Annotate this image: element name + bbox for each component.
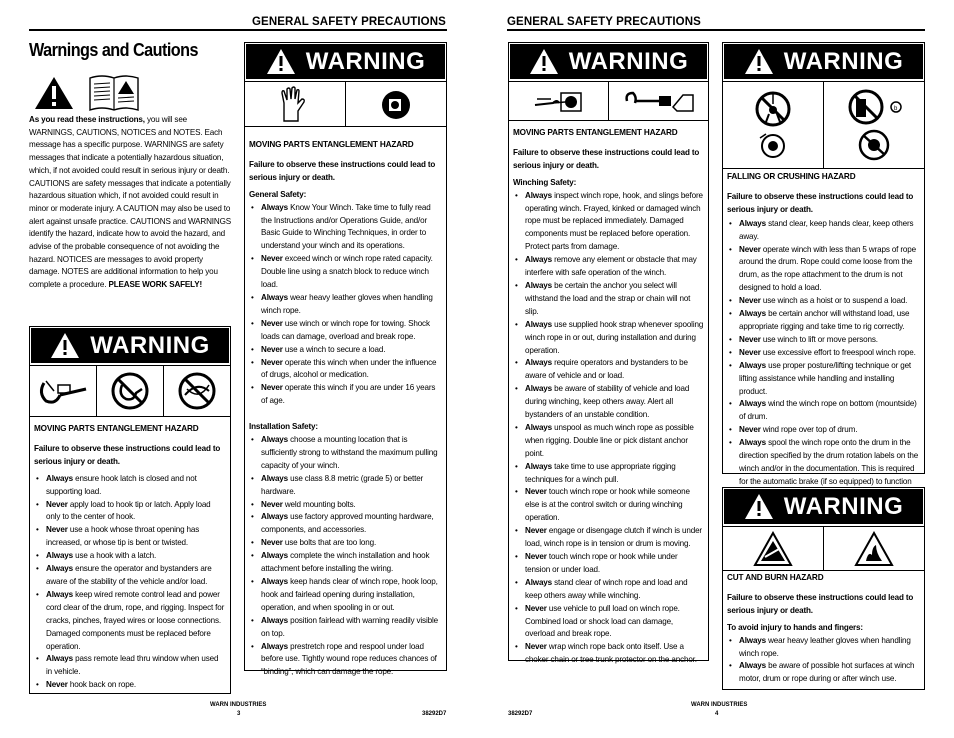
- page-header: GENERAL SAFETY PRECAUTIONS: [507, 16, 701, 28]
- rule-text: engage or disengage clutch if winch is under load, winch rope is in tension or drum is moving.: [525, 526, 702, 549]
- rule-item: [249, 641, 442, 680]
- rule-text: weld mounting bolts.: [282, 499, 356, 509]
- footer-part-number: 38292D7: [508, 711, 533, 717]
- rule-keyword: Always: [46, 473, 73, 483]
- hazard-title: CUT AND BURN HAZARD: [727, 573, 824, 582]
- rule-item: [249, 382, 442, 408]
- intro-body: you will see WARNINGS, CAUTIONS, NOTICES and NOTES. Each message has a specific purpose. WARNINGS are safety messages that indicate a potentially hazardous situation, which, if not avoided could result in serious injury or death. CAUTIONS are safety messages that indicate a potentially hazardous situation which, if not avoided could result in minor or moderate injury. A CAUTION may also be used to alert against unsafe practice. CAUTIONS and WARNINGS identify the hazard, indicate how to avoid the hazard, and advise of the probable consequence of not avoiding the hazard. NOTICES are messages to avoid property damage. NOTES are additional information to help you complete a procedure.: [29, 115, 231, 290]
- rule-text: use bolts that are too long.: [282, 538, 377, 548]
- intro-lead: As you read these instructions,: [29, 115, 145, 124]
- rule-keyword: Never: [46, 525, 68, 535]
- rule-item: [513, 422, 704, 461]
- rule-text: take time to use appropriate rigging techniques for a winch pull.: [525, 461, 676, 484]
- rule-item: [249, 344, 442, 357]
- warning-box-hook: [29, 326, 231, 694]
- rule-item: [513, 357, 704, 383]
- rule-text: choose a mounting location that is sufficiently strong to withstand the maximum pulling capacity of your winch.: [261, 435, 438, 470]
- consequence-text: Failure to observe these instructions could lead to serious injury or death.: [513, 147, 700, 170]
- rule-item: [34, 473, 226, 499]
- rule-item: [34, 589, 226, 654]
- warning-banner: [723, 488, 924, 525]
- hook-latch-icon: [30, 366, 97, 416]
- rule-item: [513, 461, 704, 487]
- section-title: To avoid injury to hands and fingers:: [727, 622, 863, 632]
- rule-keyword: Never: [739, 334, 761, 344]
- rule-item: [727, 424, 920, 437]
- warning-triangle-icon: [50, 332, 80, 359]
- rule-text: use a winch to secure a load.: [282, 344, 386, 354]
- rule-keyword: Always: [525, 255, 552, 265]
- page-title: Warnings and Cautions: [29, 40, 198, 60]
- pictogram-row: [723, 81, 924, 169]
- rule-keyword: Always: [739, 438, 766, 448]
- rule-text: require operators and bystanders to be aware of vehicle and or load.: [525, 358, 688, 381]
- rule-text: use proper posture/lifting technique or get lifting assistance while handling and installing product.: [739, 360, 912, 396]
- rule-keyword: Always: [261, 577, 288, 586]
- warning-box-cut-burn: [722, 487, 925, 690]
- warning-box-falling: [722, 42, 925, 486]
- rule-text: complete the winch installation and hook attachment before installing the wiring.: [261, 551, 430, 574]
- rule-list: [249, 434, 442, 679]
- footer-part-number: 38292D7: [422, 711, 447, 717]
- rule-item: [513, 383, 704, 422]
- rule-keyword: Never: [739, 347, 761, 357]
- rule-item: [513, 254, 704, 280]
- rule-item: [513, 486, 704, 525]
- warning-label: WARNING: [568, 47, 689, 75]
- rule-keyword: Never: [525, 642, 547, 652]
- rule-item: [249, 434, 442, 473]
- rule-item: [249, 576, 442, 615]
- warning-box-winching: [508, 42, 709, 665]
- rule-item: [34, 499, 226, 525]
- warning-banner: [723, 43, 924, 80]
- rule-text: operate this winch if you are under 16 years of age.: [261, 383, 436, 406]
- rule-keyword: Never: [739, 296, 761, 306]
- rule-keyword: Always: [525, 319, 552, 329]
- rule-item: [513, 603, 704, 642]
- rule-item: [34, 653, 226, 679]
- rule-item: [727, 660, 920, 686]
- rule-item: [249, 202, 442, 254]
- rule-item: [513, 319, 704, 358]
- rule-keyword: Never: [46, 499, 68, 509]
- warning-body: [249, 139, 442, 679]
- rule-keyword: Always: [46, 564, 73, 574]
- rule-text: use winch to lift or move persons.: [760, 334, 878, 344]
- rule-keyword: Never: [525, 603, 547, 613]
- rule-keyword: Always: [261, 615, 288, 625]
- rule-text: be aware of stability of vehicle and load during winching, keep others away. Alert all bystanders of an unstable condition.: [525, 384, 690, 420]
- rule-keyword: Always: [525, 280, 552, 290]
- rule-keyword: Always: [525, 384, 552, 394]
- rule-keyword: Always: [739, 661, 766, 671]
- rule-keyword: Always: [525, 422, 552, 432]
- rule-text: use excessive effort to freespool winch rope.: [760, 347, 916, 357]
- intro-tail: PLEASE WORK SAFELY!: [108, 280, 203, 290]
- rule-item: [727, 635, 920, 661]
- page-header: GENERAL SAFETY PRECAUTIONS: [252, 16, 446, 28]
- rule-text: ensure hook latch is closed and not supporting load.: [46, 473, 197, 496]
- cut-hazard-icon: [723, 527, 824, 570]
- section-title: Installation Safety:: [249, 422, 318, 432]
- rule-text: be aware of possible hot surfaces at winch motor, drum or rope during or after winch use.: [739, 661, 915, 684]
- footer-page-number: 4: [715, 711, 719, 717]
- warning-body: [727, 171, 920, 502]
- rule-text: remove any element or obstacle that may interfere with safe operation of the winch.: [525, 255, 697, 278]
- rule-text: wrap winch rope back onto itself. Use a choker chain or tree trunk protector on the anchor.: [525, 642, 697, 665]
- rule-keyword: Never: [525, 526, 547, 536]
- rule-text: position fairlead with warning readily visible on top.: [261, 615, 438, 638]
- pictogram-row: [509, 81, 708, 121]
- rule-item: [34, 563, 226, 589]
- manual-book-icon: [88, 72, 140, 117]
- rule-item: [513, 190, 704, 255]
- rule-item: [249, 499, 442, 512]
- rule-keyword: Never: [739, 244, 761, 254]
- rule-keyword: Always: [739, 218, 766, 228]
- rule-keyword: Always: [46, 589, 73, 599]
- rule-item: [513, 280, 704, 319]
- rule-item: [249, 615, 442, 641]
- consequence-text: Failure to observe these instructions could lead to serious injury or death.: [727, 191, 914, 214]
- hazard-title: MOVING PARTS ENTANGLEMENT HAZARD: [513, 128, 678, 137]
- header-rule: [29, 29, 447, 31]
- rule-text: wear heavy leather gloves when handling winch rope.: [739, 635, 911, 658]
- rule-keyword: Always: [739, 360, 766, 370]
- rule-item: [249, 318, 442, 344]
- rule-keyword: Never: [46, 680, 68, 690]
- rule-item: [727, 218, 920, 244]
- rule-keyword: Always: [525, 577, 552, 587]
- intro-paragraph: [29, 114, 231, 292]
- footer-company: WARN INDUSTRIES: [210, 702, 267, 708]
- no-hoisting-icon: [723, 82, 824, 168]
- rule-text: operate winch with less than 5 wraps of rope around the drum. Rope could come loose from the drum, as the rope attachment to the drum is not designed to hold a load.: [739, 244, 916, 293]
- warning-triangle-icon: [529, 48, 559, 75]
- rule-text: use class 8.8 metric (grade 5) or better hardware.: [261, 473, 424, 496]
- rule-item: [727, 244, 920, 296]
- rule-text: use vehicle to pull load on winch rope. Combined load or shock load can damage, overload and break rope.: [525, 603, 680, 639]
- warning-body: [34, 423, 226, 692]
- rule-text: wind the winch rope on bottom (mountside) of drum.: [739, 399, 917, 422]
- pictogram-row: [245, 81, 446, 127]
- rule-text: use winch or winch rope for towing. Shock loads can damage, overload and break rope.: [261, 318, 430, 341]
- rule-text: stand clear, keep hands clear, keep others away.: [739, 218, 914, 241]
- rule-keyword: Always: [261, 551, 288, 561]
- rule-item: [34, 679, 226, 692]
- rule-text: use a hook with a latch.: [73, 551, 157, 561]
- warning-triangle-icon: [744, 493, 774, 520]
- rule-keyword: Never: [261, 318, 283, 328]
- warning-label: WARNING: [783, 47, 904, 75]
- rule-text: be certain anchor will withstand load, use appropriate rigging and take time to rig correctly.: [739, 309, 910, 331]
- hazard-title: MOVING PARTS ENTANGLEMENT HAZARD: [249, 140, 414, 149]
- rule-text: spool the winch rope onto the drum in the direction specified by the drum rotation labels on the winch and/or in the documentation. This is required for the automatic brake (if so equipped) to function: [739, 438, 919, 486]
- warning-label: WARNING: [783, 492, 904, 520]
- no-lifting-persons-icon: [824, 82, 924, 168]
- rule-keyword: Always: [739, 309, 766, 319]
- rule-item: [727, 308, 920, 334]
- rule-text: exceed winch or winch rope rated capacity. Double line using a snatch block to reduce winch load.: [261, 254, 433, 290]
- rule-text: keep wired remote control lead and power cord clear of the drum, rope, and rigging. Inspect for cracks, pinches, frayed wires or loose connections. Damaged components must be replaced before operation.: [46, 589, 225, 651]
- rule-item: [727, 347, 920, 360]
- rule-item: [249, 253, 442, 292]
- consequence-text: Failure to observe these instructions could lead to serious injury or death.: [727, 592, 914, 615]
- footer-company: WARN INDUSTRIES: [691, 702, 748, 708]
- warning-banner: [30, 327, 230, 364]
- rule-list: [727, 635, 920, 687]
- rule-text: ensure the operator and bystanders are aware of the stability of the vehicle and/or load.: [46, 564, 212, 586]
- rule-keyword: Always: [261, 202, 288, 212]
- rule-keyword: Always: [261, 292, 288, 302]
- rule-keyword: Always: [46, 654, 73, 664]
- rule-item: [249, 473, 442, 499]
- rule-keyword: Always: [261, 512, 288, 522]
- hazard-title: FALLING OR CRUSHING HAZARD: [727, 172, 856, 181]
- rule-keyword: Never: [261, 499, 283, 509]
- rule-item: [34, 524, 226, 550]
- gloves-icon: [245, 82, 346, 126]
- rule-text: use factory approved mounting hardware, components, and accessories.: [261, 512, 434, 535]
- warning-triangle-icon: [266, 48, 296, 75]
- rule-keyword: Never: [525, 487, 547, 497]
- header-rule: [507, 29, 925, 31]
- rule-keyword: Never: [261, 357, 283, 367]
- pictogram-row: [30, 365, 230, 417]
- rule-list: [727, 218, 920, 502]
- consequence-text: Failure to observe these instructions could lead to serious injury or death.: [34, 443, 221, 466]
- rule-item: [513, 577, 704, 603]
- warning-triangle-icon: [34, 76, 74, 115]
- section-title: Winching Safety:: [513, 177, 577, 187]
- helmet-icon: [346, 82, 446, 126]
- rule-keyword: Never: [261, 254, 283, 264]
- svg-text:b: b: [894, 106, 898, 112]
- rule-text: keep hands clear of winch rope, hook loop, hook and fairlead opening during installation, operation, and when spooling in or out.: [261, 577, 438, 612]
- hazard-title: MOVING PARTS ENTANGLEMENT HAZARD: [34, 424, 199, 433]
- page-4: [477, 0, 954, 738]
- rule-keyword: Always: [261, 473, 288, 483]
- rule-item: [34, 550, 226, 563]
- hand-entanglement-icon: [509, 82, 609, 120]
- rule-item: [727, 360, 920, 399]
- rule-text: apply load to hook tip or latch. Apply load only to the center of hook.: [46, 499, 211, 522]
- warning-triangle-icon: [744, 48, 774, 75]
- rule-text: wear heavy leather gloves when handling winch rope.: [261, 292, 433, 315]
- rule-keyword: Never: [261, 383, 283, 393]
- rule-item: [727, 295, 920, 308]
- warning-label: WARNING: [305, 47, 426, 75]
- rule-text: hook back on rope.: [67, 680, 136, 690]
- warning-banner: [245, 43, 446, 80]
- rule-list: [34, 473, 226, 692]
- rule-text: Know Your Winch. Take time to fully read the Instructions and/or Operations Guide, and/or Basic Guide to Winching Techniques, in order to understand your winch and its operations.: [261, 202, 431, 251]
- rule-list: [513, 190, 704, 668]
- rule-keyword: Always: [46, 551, 73, 561]
- rule-text: pass remote lead thru window when used in vehicle.: [46, 654, 219, 677]
- rule-text: touch winch rope or hook while someone else is at the control switch or during winching operation.: [525, 487, 690, 523]
- rule-item: [727, 334, 920, 347]
- rule-keyword: Never: [739, 425, 761, 435]
- warning-label: WARNING: [90, 331, 210, 359]
- rule-text: use winch as a hoist or to suspend a load.: [760, 296, 908, 306]
- rule-keyword: Always: [525, 461, 552, 471]
- rule-item: [249, 550, 442, 576]
- rule-text: be certain the anchor you select will withstand the load and the strap or chain will not slip.: [525, 280, 691, 316]
- rule-text: inspect winch rope, hook, and slings before operating winch. Frayed, kinked or damaged winch rope must be replaced immediately. Damaged components must be replaced before operation. Protect parts from damage.: [525, 190, 703, 252]
- rule-text: wind rope over top of drum.: [760, 425, 858, 435]
- rule-keyword: Always: [525, 358, 552, 368]
- rule-keyword: Always: [525, 190, 552, 200]
- rule-item: [249, 357, 442, 383]
- rule-item: [249, 292, 442, 318]
- rule-keyword: Never: [261, 538, 283, 548]
- rule-list: [249, 202, 442, 409]
- rule-keyword: Always: [739, 399, 766, 409]
- rule-item: [513, 551, 704, 577]
- rule-item: [513, 525, 704, 551]
- warning-body: [727, 572, 920, 686]
- rule-keyword: Never: [261, 344, 283, 354]
- rule-text: stand clear of winch rope and load and keep others away while winching.: [525, 577, 688, 600]
- pictogram-row: [723, 526, 924, 571]
- rule-keyword: Always: [739, 635, 766, 645]
- no-hook-tip-icon: [97, 366, 164, 416]
- consequence-text: Failure to observe these instructions could lead to serious injury or death.: [249, 159, 436, 182]
- footer-page-number: 3: [237, 711, 241, 717]
- rule-text: touch winch rope or hook while under tension or under load.: [525, 552, 678, 574]
- rule-keyword: Never: [525, 552, 547, 561]
- rule-item: [249, 511, 442, 537]
- rule-text: prestretch rope and respool under load before use. Tightly wound rope reduces chances of “binding”, which can damage the rope.: [261, 641, 437, 677]
- section-title: General Safety:: [249, 189, 307, 199]
- rule-item: [513, 641, 704, 667]
- rule-keyword: Always: [261, 435, 288, 445]
- rule-text: unspool as much winch rope as possible when rigging. Double line or pick distant anchor point.: [525, 422, 694, 458]
- warning-banner: [509, 43, 708, 80]
- warning-box-general: [244, 42, 447, 677]
- rule-text: use supplied hook strap whenever spooling winch rope in or out, during installation and during operation.: [525, 319, 704, 355]
- rule-text: use a hook whose throat opening has increased, or whose tip is bent or twisted.: [46, 525, 200, 548]
- rule-keyword: Always: [261, 641, 288, 651]
- rule-text: operate this winch when under the influence of drugs, alcohol or medication.: [261, 357, 437, 380]
- rule-item: [727, 398, 920, 424]
- warning-body: [513, 127, 704, 667]
- rule-item: [249, 537, 442, 550]
- no-rope-hook-back-icon: [164, 366, 230, 416]
- burn-hazard-icon: [824, 527, 924, 570]
- hand-hook-icon: [609, 82, 708, 120]
